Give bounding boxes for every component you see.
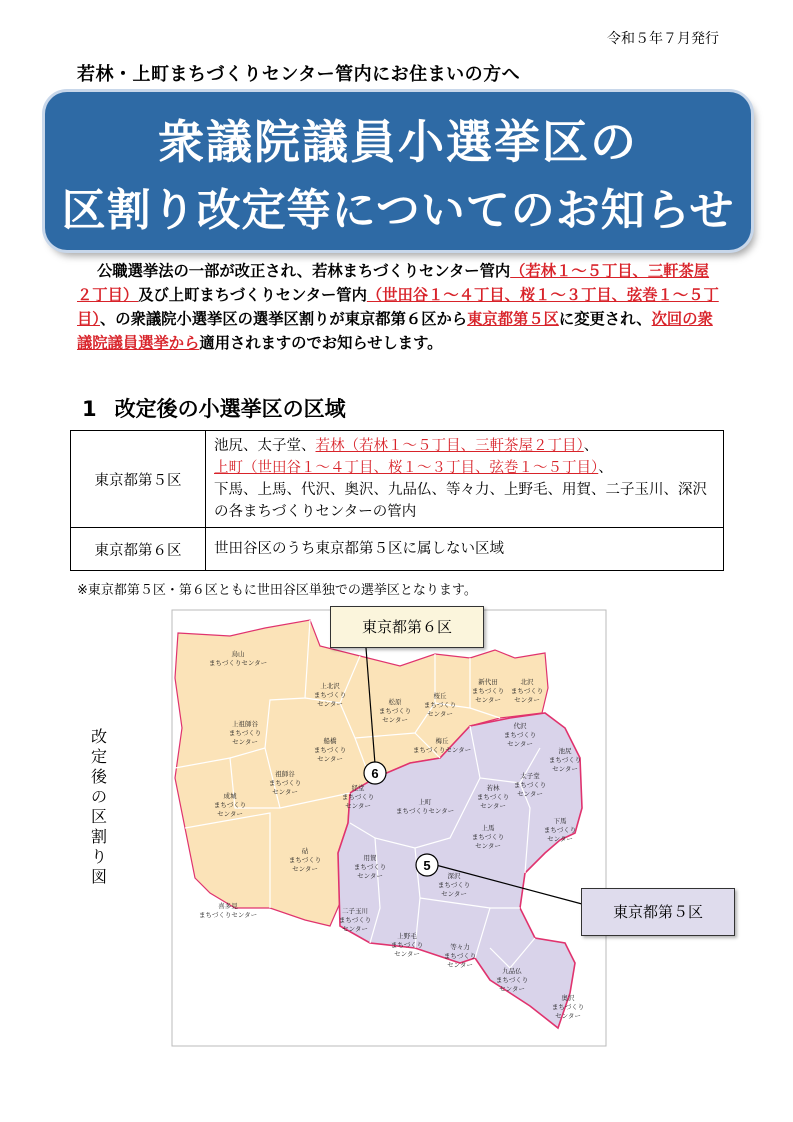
label-soshigaya: 祖師谷まちづくりセンター xyxy=(268,771,302,796)
label-yoga: 用賀まちづくりセンター xyxy=(353,855,387,880)
callout-district6: 東京都第６区 xyxy=(330,606,484,648)
label-daizawa: 代沢まちづくりセンター xyxy=(503,723,537,748)
label-todoroki: 等々力まちづくりセンター xyxy=(443,944,477,969)
district5-text-e: 、 xyxy=(598,460,613,476)
label-kinuta: 砧まちづくりセンター xyxy=(288,848,322,873)
label-kuhonbutsu: 九品仏まちづくりセンター xyxy=(495,968,529,993)
label-kaminoge: 上野毛まちづくりセンター xyxy=(390,933,424,958)
issue-date: 令和５年７月発行 xyxy=(607,31,719,47)
intro-highlight-next-election: 次回の衆議院議員選挙から xyxy=(77,310,713,352)
table-row xyxy=(71,431,724,528)
district5-text-c: 、 xyxy=(583,438,599,454)
intro-highlight-kamimachi: （世田谷１～４丁目、桜１～３丁目、弦巻１～５丁目） xyxy=(77,286,719,328)
label-kamisoshigaya: 上祖師谷まちづくりセンター xyxy=(228,721,262,746)
district5-label: 東京都第５区 xyxy=(71,431,206,528)
table-note: ※東京都第５区・第６区ともに世田谷区単独での選挙区となります。 xyxy=(77,583,477,598)
label-karasuyama: 烏山まちづくりセンター xyxy=(208,651,268,667)
section-number: 1 xyxy=(82,397,97,421)
label-kitazawa: 北沢まちづくりセンター xyxy=(510,679,544,704)
label-sakura: 桜丘まちづくりセンター xyxy=(423,693,457,718)
district5-text-f: 下馬、上馬、代沢、奥沢、九品仏、等々力、上野毛、用賀、二子玉川、深沢の各まちづくりセンターの管内 xyxy=(214,482,707,520)
title-banner xyxy=(45,92,751,250)
label-kamikitazawa: 上北沢まちづくりセンター xyxy=(313,683,347,708)
audience-heading: 若林・上町まちづくりセンター管内にお住まいの方へ xyxy=(77,64,521,85)
intro-text-2: 及び上町まちづくりセンター管内 xyxy=(138,286,367,304)
label-matsubara: 松原まちづくりセンター xyxy=(378,699,412,724)
label-kyodo: 経堂まちづくりセンター xyxy=(341,785,375,810)
table-row xyxy=(71,528,724,571)
label-umegaoka: 梅丘まちづくりセンター xyxy=(412,738,472,754)
district5-wakabayashi: 若林（若林１～５丁目、三軒茶屋２丁目） xyxy=(315,438,584,454)
intro-text-3: 、の衆議院小選挙区の選挙区割りが東京都第６区から xyxy=(99,310,468,328)
title-line-2: 区割り改定等についてのお知らせ xyxy=(61,185,735,236)
district5-marker-label: 5 xyxy=(423,858,431,873)
callout-district5: 東京都第５区 xyxy=(581,888,735,936)
label-shimouma: 下馬まちづくりセンター xyxy=(543,818,577,843)
label-fukasawa: 深沢まちづくりセンター xyxy=(437,873,471,898)
label-wakabayashi: 若林まちづくりセンター xyxy=(476,785,510,810)
district5-areas xyxy=(206,431,724,528)
label-kamimachi: 上町まちづくりセンター xyxy=(395,799,455,815)
map-side-label: 改定後の区割り図 xyxy=(90,727,107,886)
district6-marker-label: 6 xyxy=(371,766,379,781)
district6-label: 東京都第６区 xyxy=(71,528,206,571)
label-okusawa: 奥沢まちづくりセンター xyxy=(551,995,585,1020)
label-taishido: 太子堂まちづくりセンター xyxy=(513,773,547,798)
section-heading xyxy=(82,393,346,423)
intro-paragraph xyxy=(77,259,722,355)
district5-kamimachi: 上町（世田谷１～４丁目、桜１～３丁目、弦巻１～５丁目） xyxy=(214,460,599,476)
label-futakotamagawa: 二子玉川まちづくりセンター xyxy=(338,908,372,933)
section-title: 改定後の小選挙区の区域 xyxy=(114,397,346,421)
intro-highlight-district5: 東京都第５区 xyxy=(467,310,559,328)
district-map xyxy=(170,608,610,1048)
intro-text-5: 適用されますのでお知らせします。 xyxy=(199,334,443,352)
district-table xyxy=(70,430,724,571)
label-funabashi: 船橋まちづくりセンター xyxy=(313,738,347,763)
district6-areas: 世田谷区のうち東京都第５区に属しない区域 xyxy=(206,528,724,571)
label-kamiuma: 上馬まちづくりセンター xyxy=(471,825,505,850)
intro-text-4: に変更され、 xyxy=(558,310,652,328)
intro-text-1: 公職選挙法の一部が改正され、若林まちづくりセンター管内 xyxy=(97,262,511,280)
district5-text-a: 池尻、太子堂、 xyxy=(214,438,316,454)
label-kitami: 喜多見まちづくりセンター xyxy=(198,903,258,919)
label-seijo: 成城まちづくりセンター xyxy=(213,793,247,818)
title-line-1: 衆議院議員小選挙区の xyxy=(158,115,638,169)
label-shindaita: 新代田まちづくりセンター xyxy=(471,679,505,704)
label-ikejiri: 池尻まちづくりセンター xyxy=(548,748,582,773)
intro-highlight-wakabayashi: （若林１～５丁目、三軒茶屋２丁目） xyxy=(77,262,710,304)
